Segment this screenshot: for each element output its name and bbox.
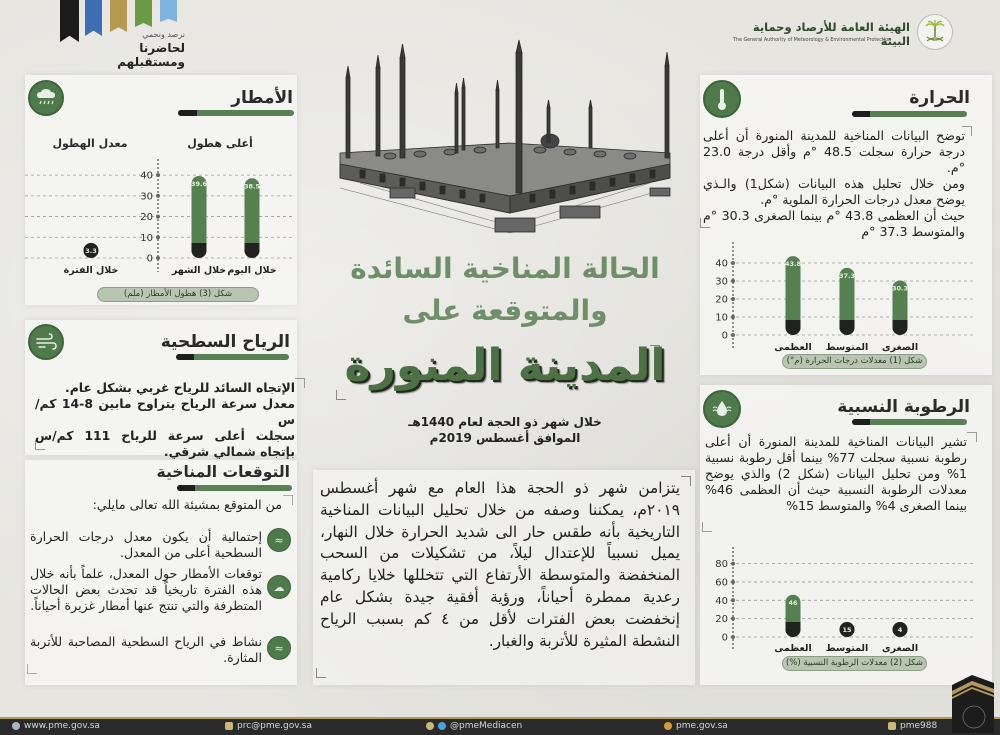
- forecast-intro: من المتوقع بمشيئة الله تعالى مايلي:: [92, 497, 282, 512]
- tick-mark: [731, 580, 735, 584]
- tick-mark: [731, 297, 735, 301]
- frame-corner: [336, 390, 346, 400]
- bar-value-label: 37.3: [838, 271, 856, 280]
- y-tick-label: 80: [715, 559, 728, 571]
- twitter-icon: [438, 722, 446, 730]
- forecast-item-1: إحتمالية أن يكون معدل درجات الحرارة السطحية أعلى من المعدل.: [30, 529, 262, 560]
- tick-mark: [731, 598, 735, 602]
- temperature-text-line-2: ومن خلال تحليل هذه البيانات (شكل1) والـذي يوضح معدل درجات الحرارة الملوية °م.: [703, 176, 965, 207]
- globe-icon: [12, 722, 20, 730]
- footer-website-text: www.pme.gov.sa: [24, 721, 100, 731]
- frame-corner: [27, 664, 37, 674]
- y-tick-label: 40: [715, 258, 728, 270]
- wind-text-line-3: سجلت أعلى سرعة للرياح 111 كم/س بإتجاه شمالي شرقي.: [35, 428, 295, 459]
- subtitle-line-1: خلال شهر ذو الحجة لعام 1440هـ: [408, 415, 602, 429]
- x-category-label: العظمى: [774, 643, 812, 654]
- humidity-drop-icon: [703, 390, 741, 428]
- temperature-chart: [700, 240, 990, 375]
- y-tick-label: 30: [715, 276, 728, 288]
- bar-value-label: 39.6: [190, 179, 208, 188]
- footer-twitter-text: @pmeMediacen: [450, 721, 523, 731]
- main-title-line-1: الحالة المناخية السائدة: [350, 252, 660, 285]
- y-tick-label: 0: [146, 253, 153, 265]
- y-tick-label: 20: [715, 614, 728, 626]
- humidity-text: تشير البيانات المناخية للمدينة المنورة أن أعلى رطوبة نسبية سجلت 77% بينما أقل رطوبة نسبية 1% ومن تحليل البيانات (شكل 2) والذي يوضح معدلات الرطوبة النسبية حيث أن العظمى 46% بينما الصغرى 4% والمتوسط 15%: [705, 434, 968, 513]
- tick-mark: [156, 215, 160, 219]
- x-category-label: الصغرى: [881, 342, 919, 353]
- footer-facebook[interactable]: [664, 721, 728, 731]
- x-category-label: الصغرى: [881, 643, 919, 654]
- temperature-text-line-1: توضح البيانات المناخية للمدينة المنورة أن أعلى درجة حرارة سجلت 48.5 °م وأقل درجة 23.0 °م.: [703, 128, 965, 175]
- email-icon: [225, 722, 233, 730]
- rain-chart: [25, 160, 297, 305]
- temperature-title-bar: [852, 111, 967, 117]
- footer-phone-text: pme988: [900, 721, 938, 731]
- tick-mark: [156, 235, 160, 239]
- temperature-chart-caption: شكل (1) معدلات درجات الحرارة (م°): [782, 354, 927, 369]
- forecast-item-3-wind-icon: ≈: [267, 636, 291, 660]
- kaaba-icon: [946, 673, 998, 735]
- rain-chart-caption: شكل (3) هطول الأمطار (ملم): [97, 287, 259, 302]
- y-tick-label: 20: [140, 212, 153, 224]
- forecast-title: التوقعات المناخية: [156, 463, 290, 481]
- rain-col-header-max: أعلى هطول: [187, 137, 253, 150]
- ribbon-black: [60, 0, 79, 42]
- x-category-label: المتوسط: [825, 342, 869, 353]
- frame-corner: [35, 440, 45, 450]
- rain-col-header-avg: معدل الهطول: [52, 137, 128, 150]
- org-logo: [917, 14, 953, 50]
- frame-corner: [681, 476, 691, 486]
- tick-mark: [731, 617, 735, 621]
- temperature-title: الحرارة: [909, 88, 970, 108]
- x-category-label: خلال الفترة: [63, 265, 119, 276]
- frame-corner: [283, 495, 293, 505]
- wind-icon: [28, 324, 64, 360]
- social-icon: [426, 722, 434, 730]
- tick-mark: [731, 562, 735, 566]
- bar-base-fill: [893, 320, 908, 328]
- bar-base-fill: [192, 243, 207, 251]
- facebook-icon: [664, 722, 672, 730]
- bar-base-fill: [245, 243, 260, 251]
- forecast-item-1-wind-icon: ≈: [267, 528, 291, 552]
- y-tick-label: 0: [721, 330, 728, 342]
- ribbon-blue: [85, 0, 102, 36]
- y-tick-label: 40: [140, 170, 153, 182]
- main-title-line-2: والمتوقعة على: [402, 294, 608, 327]
- ribbon-group: [60, 0, 185, 46]
- bar-base-fill: [840, 320, 855, 328]
- y-tick-label: 0: [721, 632, 728, 644]
- humidity-chart: [700, 545, 990, 675]
- main-body-text: يتزامن شهر ذو الحجة هذا العام مع شهر أغسطس ٢٠١٩م، يمكننا وصفه من خلال تحليل البيانات المناخية التاريخية بأنه طقس حار الى شديد الحرارة خلال النهار، يميل نسبياً للإعتدال ليلاً، من تشكيلات من السحب المنخفضة والمتوسطة الأرتفاع التي تتخللها خلايا ركامية رعدية ممطرة أحياناً، ورؤية أفقية جيدة بشكل عام إنخفضت بعض الفترات لأقل من ٤ كم بسبب الرياح النشطة المثيرة للأتربة والغبار.: [320, 479, 680, 650]
- prophets-mosque-illustration: [330, 38, 680, 238]
- bar-value-label: 15: [842, 626, 852, 634]
- tick-mark: [731, 279, 735, 283]
- tick-mark: [731, 315, 735, 319]
- wind-text-line-2: معدل سرعة الرياح يتراوح مابين 8-14 كم/س: [35, 396, 295, 427]
- slogan-big: لحاضرنا ومستقبلهم: [117, 41, 185, 69]
- x-category-label: العظمى: [774, 342, 812, 353]
- tick-mark: [156, 194, 160, 198]
- y-tick-label: 20: [715, 294, 728, 306]
- tick-mark: [156, 173, 160, 177]
- y-tick-label: 30: [140, 191, 153, 203]
- wind-text-line-1: الإتجاه السائد للرياح غربي بشكل عام.: [64, 380, 295, 395]
- tick-mark: [731, 333, 735, 337]
- frame-corner: [702, 522, 712, 532]
- rain-cloud-icon: [28, 80, 64, 116]
- phone-icon: [888, 722, 896, 730]
- bar-value-label: 43.8: [784, 260, 802, 269]
- bar-value-label: 3.3: [85, 247, 97, 255]
- y-tick-label: 10: [140, 232, 153, 244]
- bar-base-fill: [786, 320, 801, 328]
- tick-mark: [156, 256, 160, 260]
- frame-corner: [967, 432, 977, 442]
- temperature-text-line-3: حيث أن العظمى 43.8 °م بينما الصغرى 30.3 °م والمتوسط 37.3 °م: [703, 208, 965, 239]
- bar-base-fill: [786, 622, 801, 630]
- footer-phone[interactable]: [888, 721, 937, 731]
- y-tick-label: 60: [715, 577, 728, 589]
- forecast-item-3: نشاط في الرياح السطحية المصاحبة للأتربة المثارة.: [30, 634, 262, 665]
- ribbon-lightblue: [160, 0, 177, 22]
- bar-value-label: 46: [788, 598, 798, 607]
- forecast-title-bar: [177, 485, 292, 491]
- frame-corner: [295, 378, 305, 388]
- footer-twitter[interactable]: [426, 721, 522, 731]
- rain-title: الأمطار: [231, 88, 293, 108]
- bar-value-label: 38.5: [243, 182, 261, 191]
- x-category-label: المتوسط: [825, 643, 869, 654]
- wind-title-bar: [176, 354, 289, 360]
- bar-value-label: 4: [897, 626, 903, 634]
- footer-email[interactable]: [225, 721, 312, 731]
- frame-corner: [316, 668, 326, 678]
- bar: [192, 176, 207, 258]
- humidity-chart-caption: شكل (2) معدلات الرطوبة النسبية (%): [782, 656, 927, 671]
- forecast-item-2: توقعات الأمطار حول المعدل، علماً بأنه خلال هذه الفترة تاريخياً قد تحدث بعض الحالات المتطرفة والتي تنتج عنها أمطار غزيرة أحياناً.: [30, 566, 262, 613]
- y-tick-label: 40: [715, 595, 728, 607]
- footer-facebook-text: pme.gov.sa: [676, 721, 728, 731]
- thermometer-icon: [703, 80, 741, 118]
- frame-corner: [700, 218, 710, 228]
- subtitle-line-2: الموافق أغسطس 2019م: [429, 431, 581, 445]
- org-name-arabic: الهيئة العامة للأرصاد وحماية البيئة: [752, 20, 910, 48]
- footer-bar: [0, 717, 1000, 735]
- footer-email-text: prc@pme.gov.sa: [237, 721, 312, 731]
- humidity-title-bar: [852, 419, 967, 425]
- subtitle: [340, 414, 670, 446]
- wind-title: الرياح السطحية: [160, 332, 290, 352]
- ribbon-gold: [110, 0, 127, 32]
- ribbon-green: [135, 0, 152, 27]
- slogan-small: نرصد ونحمي: [142, 30, 185, 39]
- wind-text: [35, 380, 295, 460]
- humidity-title: الرطوبة النسبية: [837, 397, 970, 417]
- y-tick-label: 10: [715, 312, 728, 324]
- main-title-line-3: المدينة المنورة: [344, 340, 666, 391]
- tick-mark: [731, 261, 735, 265]
- forecast-item-2-rain-cloud-icon: ☁: [267, 575, 291, 599]
- rain-title-bar: [178, 110, 294, 116]
- x-category-label: خلال الشهر: [171, 265, 227, 276]
- palm-swords-emblem-icon: [923, 19, 947, 45]
- footer-website[interactable]: [12, 721, 100, 731]
- org-name-english: The General Authority of Meteorology & Environmental Protection: [733, 38, 892, 43]
- rain-chart-svg: [25, 160, 297, 305]
- x-category-label: خلال اليوم: [227, 265, 277, 276]
- temperature-text: [703, 128, 965, 240]
- bar-value-label: 30.3: [891, 284, 909, 293]
- tick-mark: [731, 635, 735, 639]
